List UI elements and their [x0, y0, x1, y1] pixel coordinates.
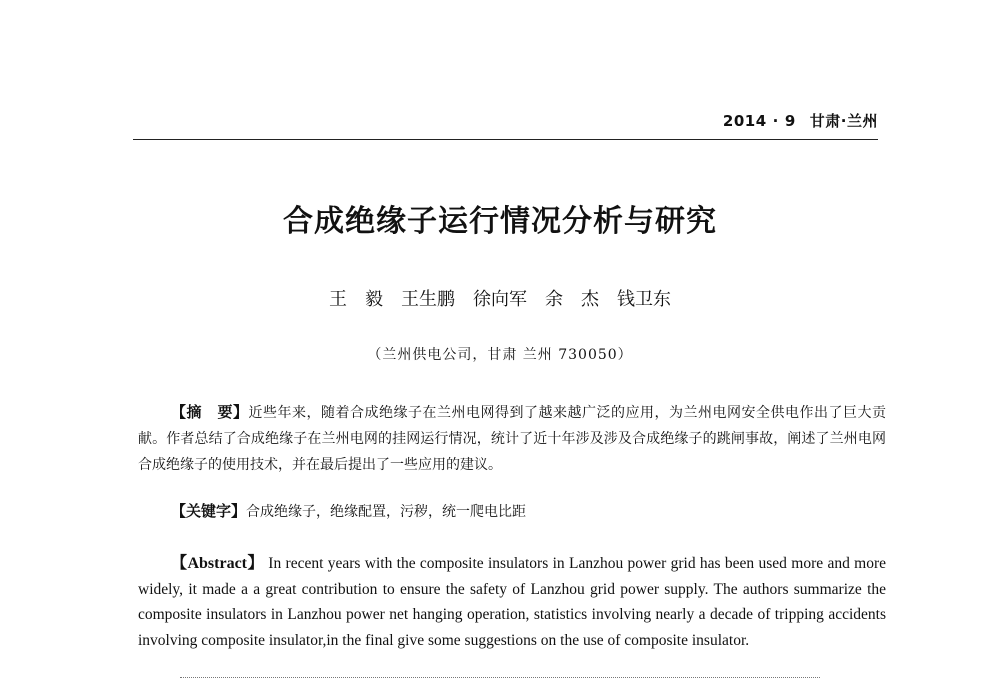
- affiliation: （兰州供电公司，甘肃 兰州 730050）: [367, 347, 633, 363]
- header-year: 2014: [722, 112, 767, 130]
- keywords: [171, 500, 886, 523]
- paper-title: 合成绝缘子运行情况分析与研究: [283, 204, 717, 239]
- abstract-en-label: 【Abstract】: [171, 555, 264, 572]
- cropped-next-line: [180, 677, 820, 681]
- keywords-label: 【关键字】: [171, 502, 247, 520]
- english-abstract: [138, 551, 886, 653]
- abstract-cn-label: 【摘 要】: [171, 403, 249, 421]
- header-dot: ·: [772, 112, 779, 130]
- abstract-en-text: In recent years with the composite insulators in Lanzhou power grid has been used more and more widely, it made a a great contribution to ensure the safety of Lanzhou grid power supply. The authors summarize the composite insulators in Lanzhou power net hanging operation, statistics involving nearly a decade of tripping accidents involving composite insulator,in the final give some suggestions on the use of composite insulator.: [138, 555, 887, 649]
- author-list: 王 毅 王生鹏 徐向军 余 杰 钱卫东: [329, 289, 671, 310]
- keywords-text: 合成绝缘子，绝缘配置，污秽，统一爬电比距: [246, 504, 527, 520]
- header-location: 甘肃·兰州: [809, 112, 878, 130]
- running-header: [723, 110, 878, 131]
- header-rule: [133, 139, 878, 140]
- chinese-abstract: [138, 399, 886, 478]
- header-issue: 9: [784, 112, 796, 130]
- abstract-cn-text: 近些年来，随着合成绝缘子在兰州电网得到了越来越广泛的应用，为兰州电网安全供电作出了巨大贡献。作者总结了合成绝缘子在兰州电网的挂网运行情况，统计了近十年涉及涉及合成绝缘子的跳闸事故，阐述了兰州电网合成绝缘子的使用技术，并在最后提出了一些应用的建议。: [138, 405, 886, 473]
